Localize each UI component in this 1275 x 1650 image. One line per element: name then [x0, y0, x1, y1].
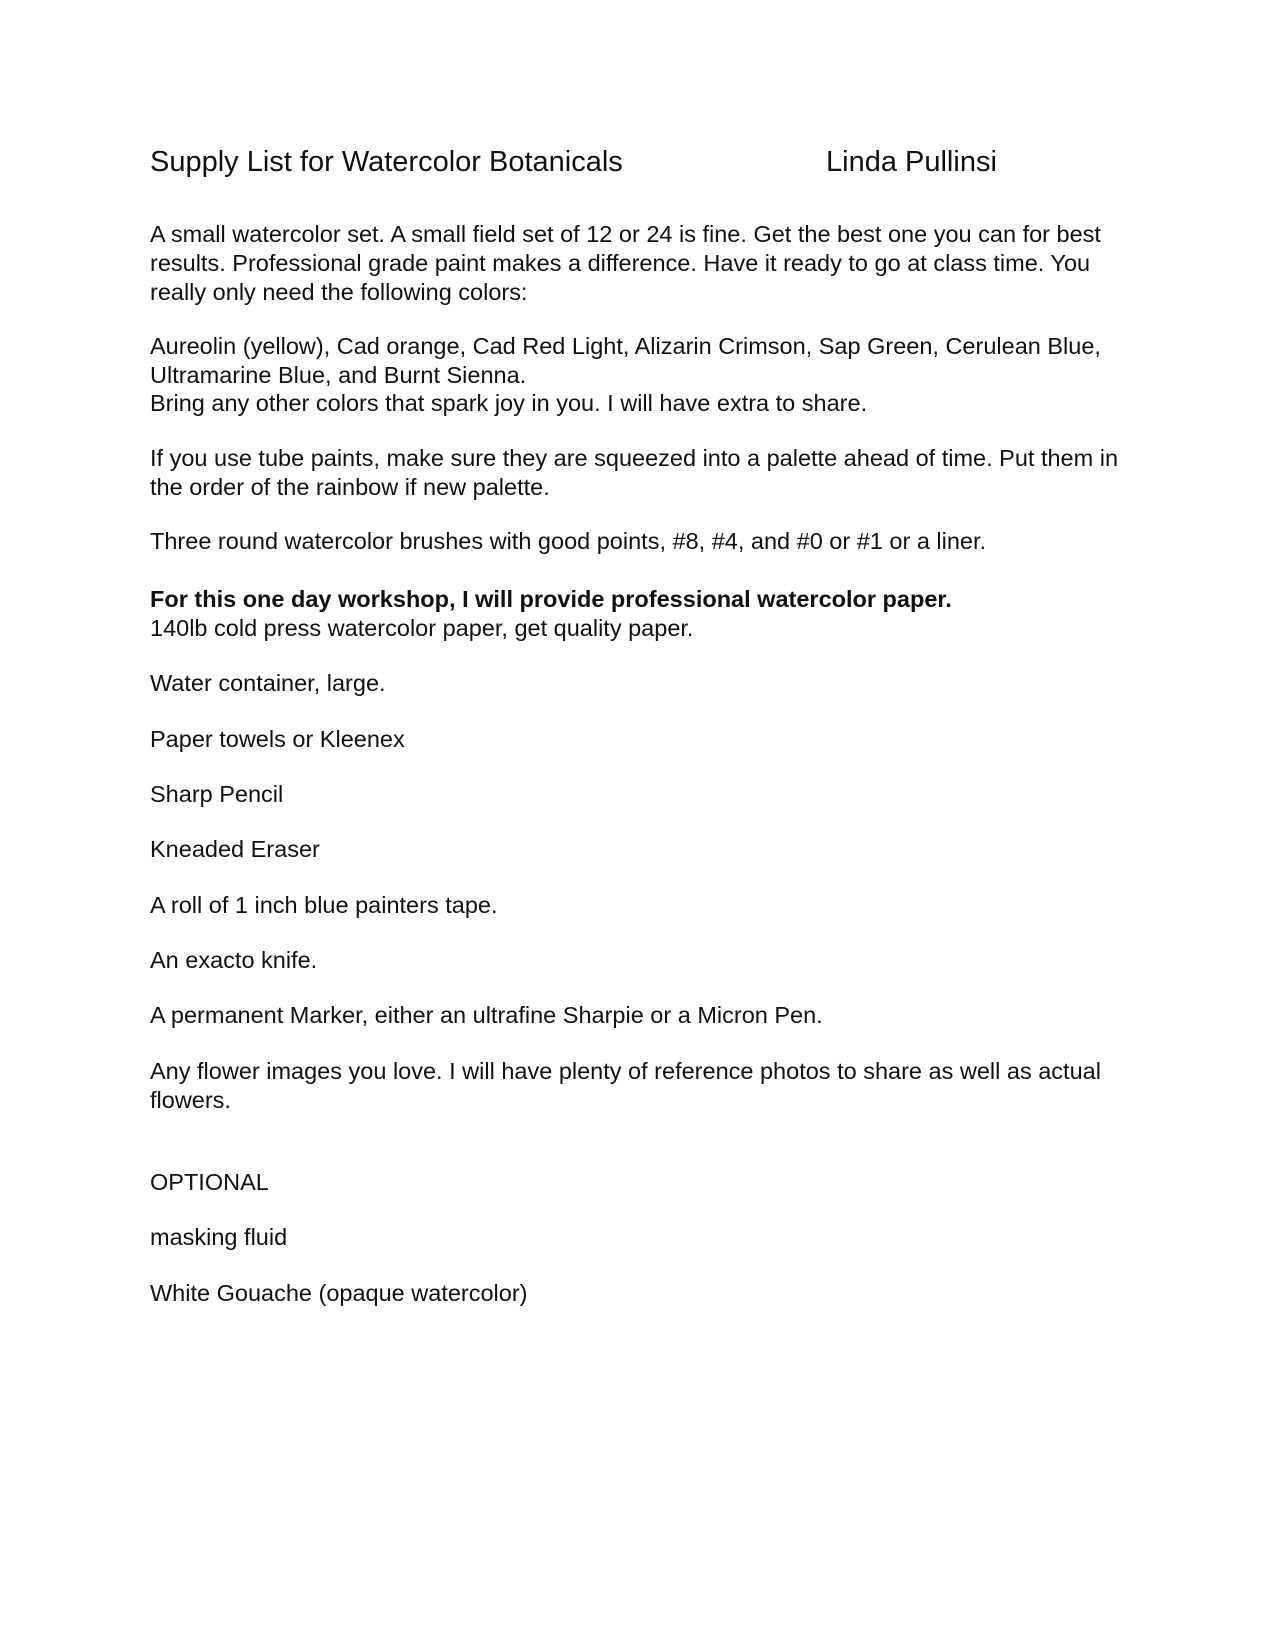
paragraph-color-list: Aureolin (yellow), Cad orange, Cad Red Light, Alizarin Crimson, Sap Green, Cerulean Blue, Ultramarine Blue, and Burnt Sienna. — [150, 333, 1101, 388]
document-title: Supply List for Watercolor Botanicals — [150, 146, 623, 178]
author-name: Linda Pullinsi — [826, 146, 997, 178]
optional-item-masking-fluid: masking fluid — [150, 1224, 288, 1250]
paragraph-extra-colors: Bring any other colors that spark joy in you. I will have extra to share. — [150, 390, 868, 416]
list-item-knife: An exacto knife. — [150, 947, 318, 973]
title-row — [150, 142, 1140, 182]
paragraph-paper-note: For this one day workshop, I will provide professional watercolor paper. — [150, 586, 952, 612]
list-item-pencil: Sharp Pencil — [150, 781, 284, 807]
list-item-flower-images: Any flower images you love. I will have plenty of reference photos to share as well as actual flowers. — [150, 1058, 1101, 1113]
paragraph-paint-set: A small watercolor set. A small field set of 12 or 24 is fine. Get the best one you can for best results. Professional grade paint makes a difference. Have it ready to go at class time. You really only need the following colors: — [150, 221, 1101, 305]
list-item-paper-towels: Paper towels or Kleenex — [150, 726, 405, 752]
paragraph-paper: 140lb cold press watercolor paper, get quality paper. — [150, 615, 694, 641]
optional-heading: OPTIONAL — [150, 1169, 269, 1195]
document-page — [150, 142, 1140, 1306]
paragraph-brushes: Three round watercolor brushes with good points, #8, #4, and #0 or #1 or a liner. — [150, 528, 987, 554]
list-item-eraser: Kneaded Eraser — [150, 836, 320, 862]
list-item-marker: A permanent Marker, either an ultrafine Sharpie or a Micron Pen. — [150, 1002, 823, 1028]
list-item-water-container: Water container, large. — [150, 670, 386, 696]
paragraph-tube-paints: If you use tube paints, make sure they are squeezed into a palette ahead of time. Put them in the order of the rainbow if new palette. — [150, 445, 1119, 500]
optional-item-gouache: White Gouache (opaque watercolor) — [150, 1280, 528, 1306]
list-item-tape: A roll of 1 inch blue painters tape. — [150, 892, 498, 918]
